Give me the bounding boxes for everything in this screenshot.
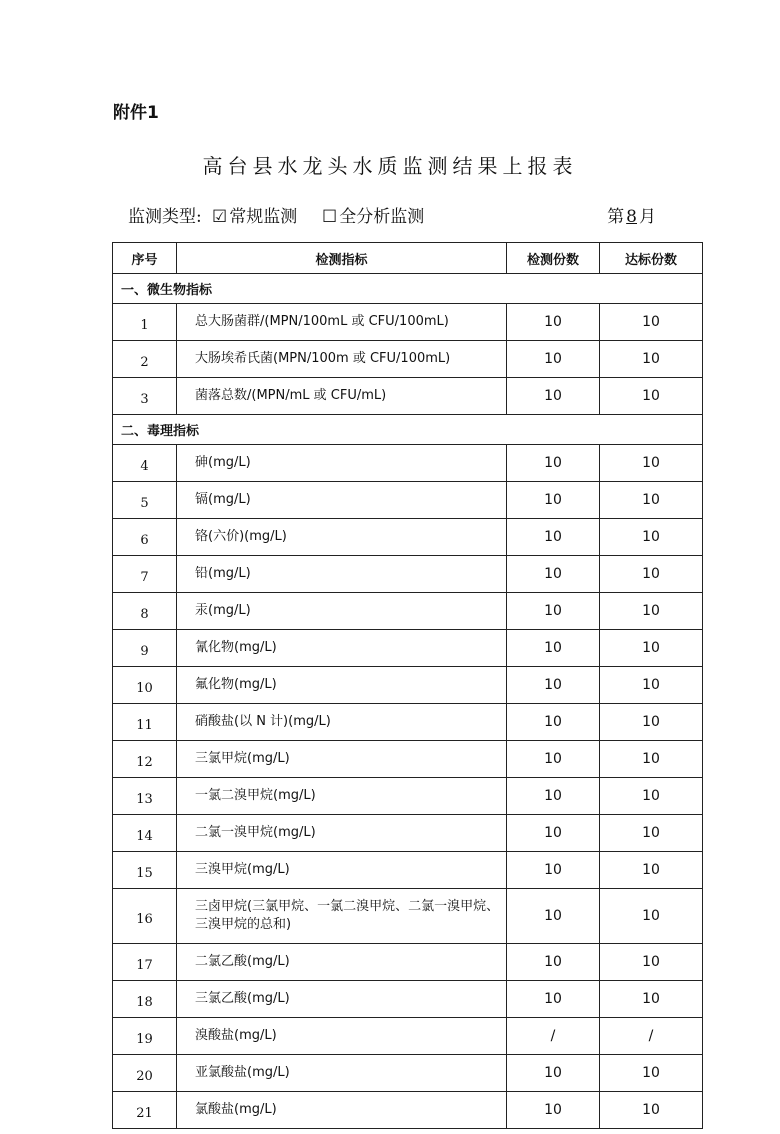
cell-seq: 13 <box>113 778 177 815</box>
cell-seq: 16 <box>113 889 177 944</box>
cell-seq: 6 <box>113 519 177 556</box>
cell-indicator: 铬(六价)(mg/L) <box>177 519 507 556</box>
table-row <box>113 341 703 378</box>
header-tested: 检测份数 <box>507 243 600 274</box>
table-row <box>113 556 703 593</box>
cell-tested: 10 <box>507 889 600 944</box>
section-toxicology: 二、毒理指标 <box>113 415 703 445</box>
cell-indicator: 菌落总数/(MPN/mL 或 CFU/mL) <box>177 378 507 415</box>
table-row <box>113 482 703 519</box>
table-row <box>113 519 703 556</box>
cell-seq: 17 <box>113 944 177 981</box>
cell-indicator: 砷(mg/L) <box>177 445 507 482</box>
table-row <box>113 1055 703 1092</box>
cell-tested: 10 <box>507 778 600 815</box>
cell-passed: 10 <box>600 944 703 981</box>
cell-indicator: 三卤甲烷(三氯甲烷、一氯二溴甲烷、二氯一溴甲烷、三溴甲烷的总和) <box>177 889 507 944</box>
table-header-row <box>113 243 703 274</box>
table-row <box>113 704 703 741</box>
table-row <box>113 741 703 778</box>
cell-indicator: 二氯一溴甲烷(mg/L) <box>177 815 507 852</box>
cell-seq: 20 <box>113 1055 177 1092</box>
cell-indicator: 三氯乙酸(mg/L) <box>177 981 507 1018</box>
header-passed: 达标份数 <box>600 243 703 274</box>
cell-tested: 10 <box>507 981 600 1018</box>
cell-seq: 14 <box>113 815 177 852</box>
section-row <box>113 415 703 445</box>
cell-seq: 19 <box>113 1018 177 1055</box>
table-row <box>113 944 703 981</box>
cell-indicator: 二氯乙酸(mg/L) <box>177 944 507 981</box>
cell-passed: 10 <box>600 593 703 630</box>
unchecked-box-icon[interactable]: ☐ <box>322 207 338 227</box>
cell-seq: 5 <box>113 482 177 519</box>
cell-tested: 10 <box>507 704 600 741</box>
cell-passed: 10 <box>600 741 703 778</box>
cell-passed: 10 <box>600 704 703 741</box>
month-prefix: 第 <box>607 207 625 227</box>
month-field <box>607 202 656 227</box>
cell-seq: 4 <box>113 445 177 482</box>
cell-indicator: 汞(mg/L) <box>177 593 507 630</box>
cell-passed: / <box>600 1018 703 1055</box>
table-row <box>113 852 703 889</box>
table-row <box>113 1018 703 1055</box>
option-full-analysis-label: 全分析监测 <box>339 207 425 227</box>
table-row <box>113 815 703 852</box>
page-title: 高台县水龙头水质监测结果上报表 <box>202 154 578 178</box>
cell-passed: 10 <box>600 378 703 415</box>
cell-passed: 10 <box>600 815 703 852</box>
cell-tested: 10 <box>507 378 600 415</box>
cell-passed: 10 <box>600 445 703 482</box>
cell-indicator: 氰化物(mg/L) <box>177 630 507 667</box>
option-full-analysis[interactable] <box>322 202 424 227</box>
cell-indicator: 总大肠菌群/(MPN/100mL 或 CFU/100mL) <box>177 304 507 341</box>
cell-passed: 10 <box>600 519 703 556</box>
cell-seq: 12 <box>113 741 177 778</box>
table-row <box>113 445 703 482</box>
table-row <box>113 778 703 815</box>
cell-tested: / <box>507 1018 600 1055</box>
cell-passed: 10 <box>600 667 703 704</box>
table-row <box>113 889 703 944</box>
cell-tested: 10 <box>507 482 600 519</box>
month-suffix: 月 <box>639 207 656 227</box>
cell-passed: 10 <box>600 981 703 1018</box>
cell-tested: 10 <box>507 630 600 667</box>
cell-indicator: 镉(mg/L) <box>177 482 507 519</box>
cell-seq: 1 <box>113 304 177 341</box>
header-seq: 序号 <box>113 243 177 274</box>
checked-box-icon[interactable]: ☑ <box>212 207 228 227</box>
cell-indicator: 一氯二溴甲烷(mg/L) <box>177 778 507 815</box>
cell-passed: 10 <box>600 889 703 944</box>
cell-seq: 10 <box>113 667 177 704</box>
monitor-type-label: 监测类型: <box>128 207 202 227</box>
table-row <box>113 378 703 415</box>
cell-indicator: 溴酸盐(mg/L) <box>177 1018 507 1055</box>
cell-tested: 10 <box>507 556 600 593</box>
month-value: 8 <box>626 207 637 227</box>
cell-tested: 10 <box>507 445 600 482</box>
cell-passed: 10 <box>600 630 703 667</box>
cell-seq: 3 <box>113 378 177 415</box>
cell-passed: 10 <box>600 304 703 341</box>
monitor-type-line <box>128 202 668 228</box>
header-indicator: 检测指标 <box>177 243 507 274</box>
cell-tested: 10 <box>507 341 600 378</box>
table-row <box>113 667 703 704</box>
cell-tested: 10 <box>507 593 600 630</box>
cell-seq: 2 <box>113 341 177 378</box>
cell-seq: 8 <box>113 593 177 630</box>
cell-seq: 11 <box>113 704 177 741</box>
section-row <box>113 274 703 304</box>
cell-tested: 10 <box>507 1055 600 1092</box>
cell-passed: 10 <box>600 1055 703 1092</box>
cell-indicator: 氟化物(mg/L) <box>177 667 507 704</box>
cell-indicator: 亚氯酸盐(mg/L) <box>177 1055 507 1092</box>
results-table <box>112 242 703 1129</box>
cell-seq: 9 <box>113 630 177 667</box>
cell-passed: 10 <box>600 482 703 519</box>
cell-passed: 10 <box>600 778 703 815</box>
cell-indicator: 三溴甲烷(mg/L) <box>177 852 507 889</box>
cell-passed: 10 <box>600 1092 703 1129</box>
cell-indicator: 铅(mg/L) <box>177 556 507 593</box>
table-row <box>113 1092 703 1129</box>
cell-tested: 10 <box>507 741 600 778</box>
table-row <box>113 304 703 341</box>
cell-passed: 10 <box>600 852 703 889</box>
cell-indicator: 大肠埃希氏菌(MPN/100m 或 CFU/100mL) <box>177 341 507 378</box>
cell-seq: 7 <box>113 556 177 593</box>
cell-tested: 10 <box>507 815 600 852</box>
cell-tested: 10 <box>507 519 600 556</box>
cell-passed: 10 <box>600 556 703 593</box>
cell-seq: 21 <box>113 1092 177 1129</box>
cell-tested: 10 <box>507 1092 600 1129</box>
cell-seq: 15 <box>113 852 177 889</box>
cell-passed: 10 <box>600 341 703 378</box>
cell-indicator: 三氯甲烷(mg/L) <box>177 741 507 778</box>
cell-seq: 18 <box>113 981 177 1018</box>
cell-tested: 10 <box>507 852 600 889</box>
option-routine[interactable] <box>212 202 297 227</box>
option-routine-label: 常规监测 <box>229 207 298 227</box>
attachment-label: 附件1 <box>113 103 159 123</box>
cell-indicator: 氯酸盐(mg/L) <box>177 1092 507 1129</box>
table-row <box>113 593 703 630</box>
table-row <box>113 981 703 1018</box>
cell-tested: 10 <box>507 667 600 704</box>
cell-tested: 10 <box>507 944 600 981</box>
section-microbial: 一、微生物指标 <box>113 274 703 304</box>
cell-indicator: 硝酸盐(以 N 计)(mg/L) <box>177 704 507 741</box>
table-row <box>113 630 703 667</box>
cell-tested: 10 <box>507 304 600 341</box>
